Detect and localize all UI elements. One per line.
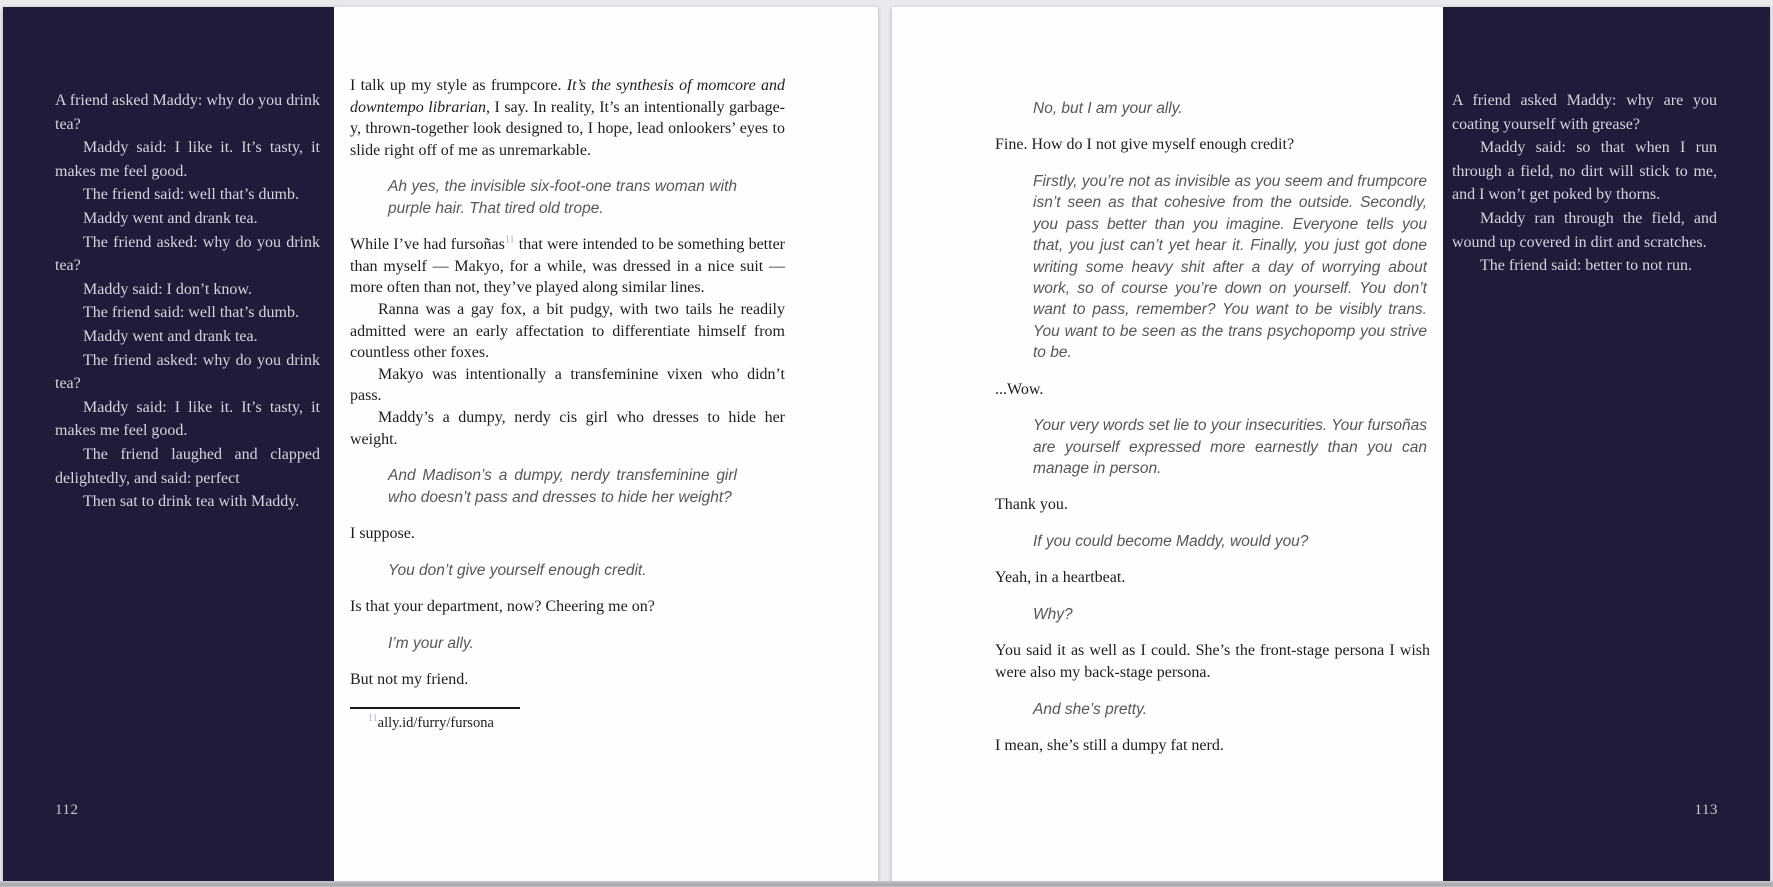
text-run: No, but I am your ally. bbox=[1033, 100, 1183, 117]
margin-note-paragraph: Maddy ran through the field, and wound up covered in dirt and scratches. bbox=[1452, 209, 1717, 251]
page-number-112: 112 bbox=[55, 802, 79, 818]
text-run: But not my friend. bbox=[350, 670, 469, 688]
inner-voice-quote bbox=[1033, 98, 1427, 119]
footnote-text: ally.id/furry/fursona bbox=[377, 714, 494, 731]
text-run: I say. In reality, It’s an intentionally garbage-y, thrown-together look designed to, I hope, lead onlookers’ eyes to slide right off of me as unremarkable. bbox=[350, 98, 786, 159]
text-run: Why? bbox=[1033, 606, 1073, 624]
text-run: Your very words set lie to your insecurities. Your fursoñas are yourself expressed more earnestly than you can manage in person. bbox=[1033, 417, 1427, 478]
text-run: You said it as well as I could. She’s the front-stage persona I wish were also my back-stage persona. bbox=[995, 642, 1430, 682]
body-paragraph bbox=[350, 299, 785, 364]
text-run: And she’s pretty. bbox=[1033, 700, 1148, 718]
page-body-113 bbox=[995, 83, 1430, 772]
inner-voice-quote bbox=[388, 560, 737, 581]
page-112-sheet bbox=[3, 7, 878, 881]
text-run: Ranna was a gay fox, a bit pudgy, with two tails he readily admitted were an early affectation to differentiate himself from countless other foxes. bbox=[350, 300, 785, 362]
margin-note-paragraph: The friend asked: why do you drink tea? bbox=[55, 233, 320, 275]
body-paragraph bbox=[995, 134, 1430, 156]
body-paragraph bbox=[350, 364, 785, 407]
margin-note-paragraph: The friend laughed and clapped delightedly, and said: perfect bbox=[55, 445, 320, 487]
body-paragraph bbox=[995, 494, 1430, 516]
body-paragraph bbox=[350, 407, 785, 450]
text-run: Yeah, in a heartbeat. bbox=[995, 569, 1126, 587]
page-body-112 bbox=[350, 75, 785, 733]
body-paragraph bbox=[995, 379, 1430, 401]
text-run: Maddy’s a dumpy, nerdy cis girl who dresses to hide her weight. bbox=[350, 408, 785, 448]
footnote-line bbox=[350, 714, 785, 733]
body-paragraph bbox=[350, 234, 785, 299]
reader-bottom-edge bbox=[0, 881, 1773, 887]
inner-voice-quote bbox=[1033, 415, 1427, 479]
margin-note-panel-right bbox=[1443, 7, 1770, 881]
footnote-block bbox=[350, 707, 785, 733]
text-run: ...Wow. bbox=[995, 380, 1044, 398]
margin-note-paragraph: Then sat to drink tea with Maddy. bbox=[83, 493, 300, 511]
body-paragraph bbox=[995, 640, 1430, 683]
text-run: Firstly, you’re not as invisible as you seem and frumpcore isn’t seen as that cohesive from the outside. Secondly, you pass better than you imagine. Everyone tells you that, you just can’t yet hear it. Finally, you just got done writing some heavy shit after a day of worrying about work, so of course you’re down on yourself. You don’t want to pass, remember? You want to be visibly trans. You want to be seen as the trans psychopomp you strive to be. bbox=[1033, 173, 1427, 362]
margin-note-panel-left bbox=[3, 7, 334, 881]
text-run: I’m your ally. bbox=[388, 634, 474, 652]
text-run: that were intended to be something better than myself — Makyo, for a while, was dressed in a nice suit — more often than not, they’ve played along similar lines. bbox=[350, 236, 785, 297]
body-paragraph bbox=[350, 523, 785, 545]
inner-voice-quote bbox=[388, 465, 737, 508]
body-paragraph bbox=[350, 596, 785, 618]
body-paragraph bbox=[350, 669, 785, 691]
body-paragraph bbox=[995, 567, 1430, 589]
page-113-sheet bbox=[892, 7, 1770, 881]
text-run: While I’ve had fursoñas bbox=[350, 236, 505, 254]
text-run: Ah yes, the invisible six-foot-one trans woman with purple hair. That tired old trope. bbox=[388, 178, 737, 217]
italic-text: It’s the synthesis of momcore and downtempo librarian, bbox=[350, 77, 785, 116]
text-run: Fine. How do I not give myself enough credit? bbox=[995, 136, 1295, 154]
inner-voice-quote bbox=[388, 176, 737, 219]
margin-note-paragraph: Maddy went and drank tea. bbox=[83, 209, 258, 227]
margin-note-left bbox=[55, 89, 320, 514]
text-run: I talk up my style as frumpcore. bbox=[350, 77, 567, 94]
margin-note-paragraph: Maddy said: I don’t know. bbox=[83, 280, 252, 298]
margin-note-paragraph: The friend asked: why do you drink tea? bbox=[55, 351, 320, 393]
text-run: You don’t give yourself enough credit. bbox=[388, 561, 647, 579]
inner-voice-quote bbox=[388, 633, 737, 654]
footnote-rule bbox=[350, 707, 520, 709]
margin-note-paragraph: Maddy said: I like it. It’s tasty, it makes me feel good. bbox=[55, 398, 320, 440]
inner-voice-quote bbox=[1033, 171, 1427, 364]
text-run: Thank you. bbox=[995, 496, 1068, 514]
margin-note-paragraph: The friend said: well that’s dumb. bbox=[83, 186, 299, 204]
footnote-marker: 11 bbox=[368, 712, 378, 724]
margin-note-paragraph: The friend said: better to not run. bbox=[1480, 257, 1692, 275]
text-run: Is that your department, now? Cheering me on? bbox=[350, 597, 655, 615]
margin-note-paragraph: Maddy said: so that when I run through a field, no dirt will stick to me, and I won’t get poked by thorns. bbox=[1452, 139, 1717, 204]
margin-note-paragraph: Maddy said: I like it. It’s tasty, it makes me feel good. bbox=[55, 139, 320, 180]
inner-voice-quote bbox=[1033, 699, 1427, 720]
margin-note-paragraph: The friend said: well that’s dumb. bbox=[83, 304, 299, 322]
body-paragraph bbox=[350, 75, 785, 161]
text-run: I mean, she’s still a dumpy fat nerd. bbox=[995, 737, 1224, 755]
text-run: If you could become Maddy, would you? bbox=[1033, 533, 1309, 551]
page-number-113: 113 bbox=[1694, 802, 1718, 818]
margin-note-paragraph: A friend asked Maddy: why do you drink tea? bbox=[55, 92, 320, 133]
margin-note-paragraph: Maddy went and drank tea. bbox=[83, 327, 258, 345]
text-run: And Madison’s a dumpy, nerdy transfeminine girl who doesn’t pass and dresses to hide her weight? bbox=[388, 467, 737, 506]
text-run: I suppose. bbox=[350, 524, 415, 542]
inner-voice-quote bbox=[1033, 531, 1427, 552]
margin-note-right bbox=[1452, 89, 1717, 278]
inner-voice-quote bbox=[1033, 604, 1427, 625]
body-paragraph bbox=[995, 735, 1430, 757]
margin-note-paragraph: A friend asked Maddy: why are you coating yourself with grease? bbox=[1452, 92, 1717, 133]
text-run: Makyo was intentionally a transfeminine vixen who didn’t pass. bbox=[350, 365, 785, 405]
footnote-reference[interactable]: 11 bbox=[504, 234, 515, 246]
